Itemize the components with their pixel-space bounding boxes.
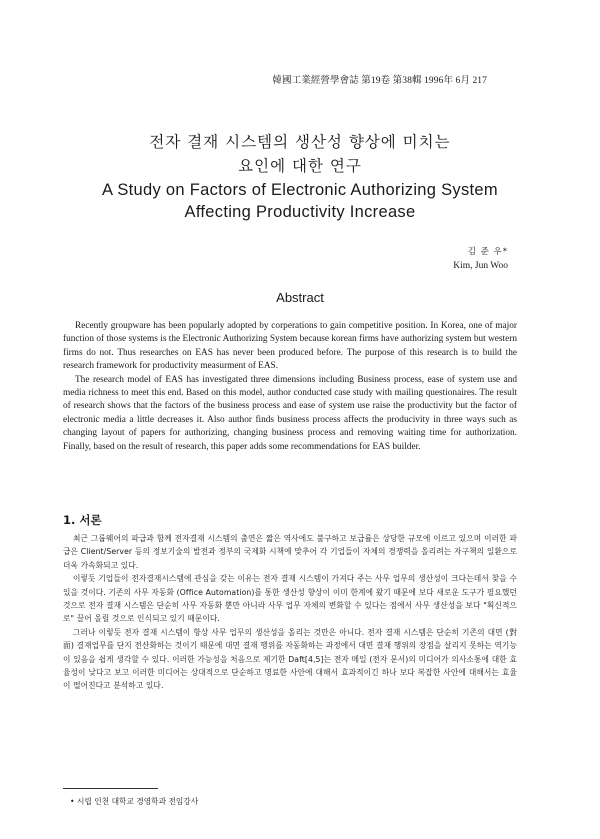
section-paragraph-1: 최근 그룹웨어의 파급과 함께 전자결재 시스템의 출연은 짧은 역사에도 불구하고 보급률은 상당한 규모에 이르고 있으며 이러한 파급은 Client/Server 등의 정보기술의 발전과 정부의 국제화 시책에 맞추어 각 기업들이 자체의 경쟁력을 올리려는 자구책의 일환으로 더욱 가속화되고 있다. bbox=[63, 534, 517, 570]
footnote: • 시립 인천 대학교 경영학과 전임강사 bbox=[70, 797, 199, 806]
running-header: 韓國工業經營學會誌 第19卷 第38輯 1996年 6月 217 bbox=[272, 76, 487, 86]
section-body-introduction bbox=[63, 532, 517, 693]
title-english-line-2: Affecting Productivity Increase bbox=[184, 203, 416, 221]
abstract-paragraph-1: Recently groupware has been popularly adopted by corperations to gain competitive position. In Korea, one of major function of those systems is the Electronic Authorizing System because korean firms have authorizing system but western firms do not. Thus researches on EAS has never been produced before. The purpose of this research is to build the research framework for productivity measurment of EAS. bbox=[63, 321, 517, 372]
footnote-divider bbox=[63, 788, 158, 789]
title-block bbox=[0, 130, 600, 223]
title-english-line-1: A Study on Factors of Electronic Authorizing System bbox=[102, 181, 498, 199]
title-korean-line-1: 전자 결재 시스템의 생산성 향상에 미치는 bbox=[149, 133, 451, 151]
author-name-korean: 김 준 우* bbox=[467, 247, 508, 257]
abstract-body bbox=[63, 320, 517, 454]
section-heading-introduction: 1. 서론 bbox=[63, 513, 102, 527]
section-paragraph-3: 그러나 이렇듯 전자 결재 시스템이 항상 사무 업무의 생산성을 올리는 것만은 아니다. 전자 결재 시스템은 단순히 기존의 대면 (對面) 결재업무를 단지 전산화하는 것이기 때문에 대면 결재 행위를 자동화하는 과정에서 대면 결재 행위의 장점을 살리지 못하는 역기능이 있음을 쉽게 생각할 수 있다. 이러한 가능성을 처음으로 제기한 Daft[4,5]는 전자 메일 (전자 문서)의 미디어가 의사소통에 대한 효율성이 낮다고 보고 이러한 미디어는 상대적으로 단순하고 명료한 사안에 대해서 효과적이긴 하나 보다 복잡한 사안에 대해서는 효율이 떨어진다고 분석하고 있다. bbox=[63, 627, 517, 691]
title-korean-line-2: 요인에 대한 연구 bbox=[238, 157, 362, 175]
author-name-english: Kim, Jun Woo bbox=[453, 261, 508, 271]
abstract-heading: Abstract bbox=[276, 290, 324, 305]
author-block bbox=[453, 245, 508, 273]
abstract-paragraph-2: The research model of EAS has investigated three dimensions including Business process, ease of system use and media richness to meet this end. Based on this model, author conducted case study with mailing questionaires. The result of research shows that the factors of the business process and ease of system use raise the productivity but the factor of electronic media a little decreases it. Also author finds business process affects the producivity in three ways such as changing layout of papers for authorizing, changing business process and removing waiting time for authorization. Finally, based on the result of research, this paper adds some recommendations for EAS builder. bbox=[63, 374, 517, 452]
section-paragraph-2: 이렇듯 기업들이 전자결재시스템에 관심을 갖는 이유는 전자 결재 시스템이 가져다 주는 사무 업무의 생산성이 크다는데서 찾을 수 있을 것이다. 기존의 사무 자동화 (Office Automation)를 통한 생산성 향상이 이미 한계에 왔기 때문에 보다 새로운 도구가 필요했던 것으로 전자 결재 시스템은 단순히 사무 자동화 뿐만 아니라 사무 업무 자체의 변화할 수 있다는 점에서 사무 생산성을 보다 "획신적으로" 끌어 올릴 것으로 인식되고 있기 때문이다. bbox=[63, 574, 517, 624]
